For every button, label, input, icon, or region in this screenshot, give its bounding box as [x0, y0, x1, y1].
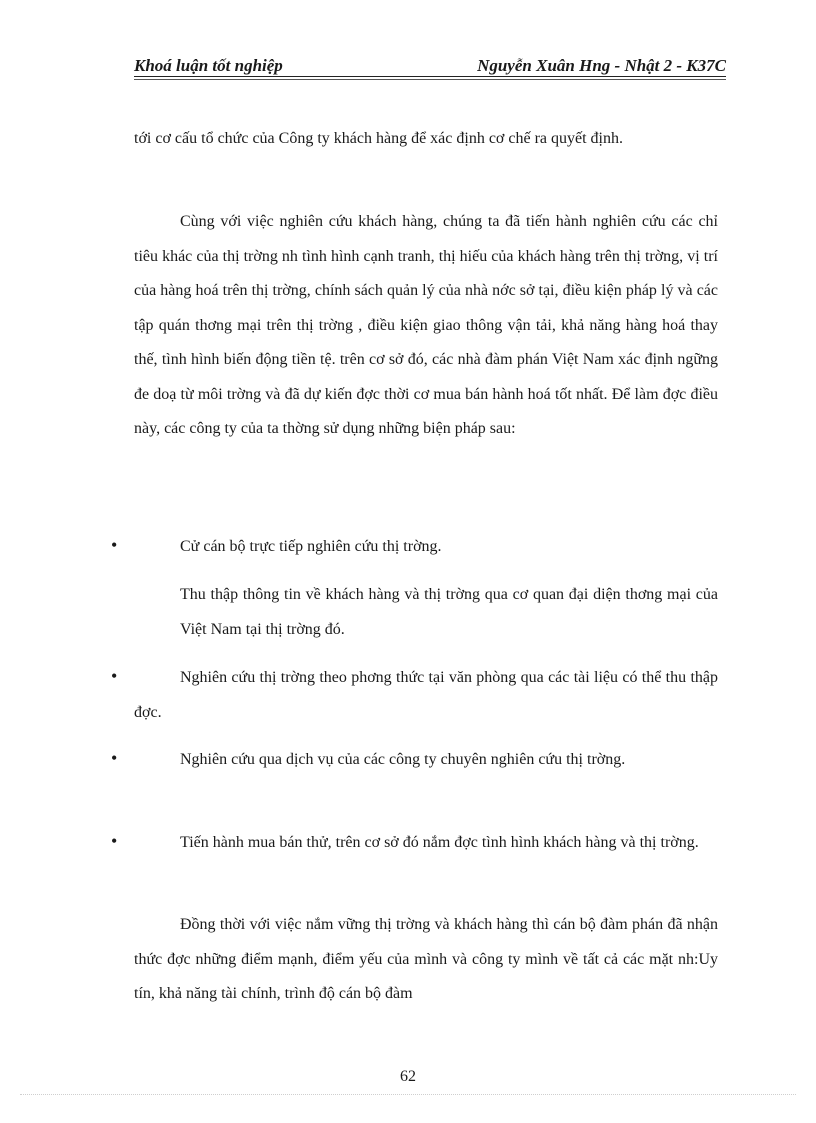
bullet-icon: • [111, 535, 118, 555]
header-rule-thin [134, 79, 726, 80]
list-item: Cử cán bộ trực tiếp nghiên cứu thị trờng. [180, 538, 442, 555]
list-item-continuation: Thu thập thông tin về khách hàng và thị trờng qua cơ quan đại diện thơng mại của Việt Nam tại thị trờng đó. [180, 586, 718, 638]
bullet-icon: • [111, 748, 118, 768]
page-bottom-edge [20, 1094, 796, 1095]
list-item: Tiến hành mua bán thử, trên cơ sở đó nắm đợc tình hình khách hàng và thị trờng. [180, 834, 699, 851]
header-author: Nguyễn Xuân Hng - Nhật 2 - K37C [477, 56, 726, 75]
bullet-icon: • [111, 831, 118, 851]
list-item: Nghiên cứu qua dịch vụ của các công ty chuyên nghiên cứu thị trờng. [180, 751, 626, 768]
header-thesis-title: Khoá luận tốt nghiệp [134, 56, 283, 75]
paragraph-research: Cùng với việc nghiên cứu khách hàng, chúng ta đã tiến hành nghiên cứu các chỉ tiêu khác của thị trờng nh tình hình cạnh tranh, thị hiếu của khách hàng trên thị trờng, vị trí của hàng hoá trên thị trờng, chính sách quản lý của nhà nớc sở tại, điều kiện pháp lý và các tập quán thơng mại trên thị trờng , điều kiện giao thông vận tải, khả năng hàng hoá thay thế, tình hình biến động tiền tệ. trên cơ sở đó, các nhà đàm phán Việt Nam xác định ngững đe doạ từ môi trờng và đã dự kiến đợc thời cơ mua bán hành hoá tốt nhất. Để làm đợc điều này, các công ty của ta thờng sử dụng những biện pháp sau: [134, 213, 718, 437]
running-header [134, 56, 726, 78]
paragraph-continued: tới cơ cấu tổ chức của Công ty khách hàng để xác định cơ chế ra quyết định. [134, 130, 623, 147]
header-rule [134, 76, 726, 77]
paragraph-self-assessment: Đồng thời với việc nắm vững thị trờng và khách hàng thì cán bộ đàm phán đã nhận thức đợc những điểm mạnh, điểm yếu của mình và công ty mình về tất cả các mặt nh:Uy tín, khả năng tài chính, trình độ cán bộ đàm [134, 916, 718, 1002]
bullet-icon: • [111, 666, 118, 686]
page-number: 62 [400, 1068, 416, 1085]
list-item: Nghiên cứu thị trờng theo phơng thức tại văn phòng qua các tài liệu có thể thu thập đợc. [134, 669, 718, 721]
